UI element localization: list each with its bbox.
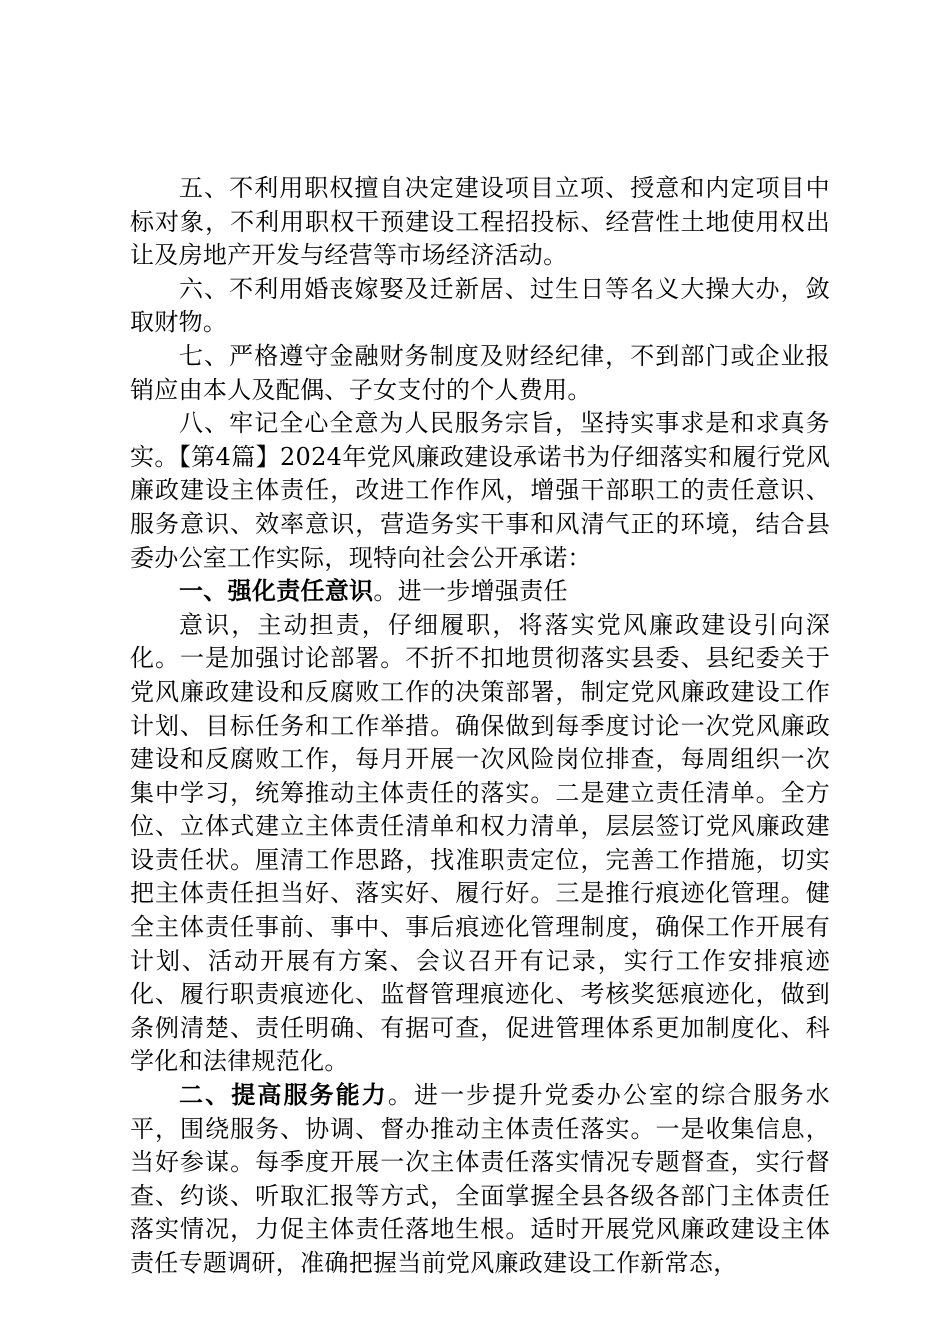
paragraph-item-5: 五、不利用职权擅自决定建设项目立项、授意和内定项目中标对象，不利用职权干预建设工程招投标、经营性土地使用权出让及房地产开发与经营等市场经济活动。 <box>130 174 830 270</box>
document-body <box>130 172 830 1281</box>
section-1-heading-line <box>130 575 830 609</box>
section-1-heading-tail: 。进一步增强责任 <box>373 577 568 606</box>
paragraph-item-7: 七、严格遵守金融财务制度及财经纪律，不到部门或企业报销应由本人及配偶、子女支付的个人费用。 <box>130 341 830 404</box>
section-2-heading: 二、提高服务能力 <box>179 1081 388 1110</box>
paragraph-item-8: 八、牢记全心全意为人民服务宗旨，坚持实事求是和求真务实。【第4篇】2024年党风廉政建设承诺书为仔细落实和履行党风廉政建设主体责任，改进工作作风，增强干部职工的责任意识、服务意识、效率意识，营造务实干事和风清气正的环境，结合县委办公室工作实际，现特向社会公开承诺： <box>130 409 830 572</box>
paragraph-item-6: 六、不利用婚丧嫁娶及迁新居、过生日等名义大操大办，敛取财物。 <box>130 274 830 337</box>
section-2-paragraph <box>130 1079 830 1281</box>
section-2-body: 。进一步提升党委办公室的综合服务水平，围绕服务、协调、督办推动主体责任落实。一是收集信息，当好参谋。每季度开展一次主体责任落实情况专题督查，实行督查、约谈、听取汇报等方式，全面掌握全县各级各部门主体责任落实情况，力促主体责任落地生根。适时开展党风廉政建设主体责任专题调研，准确把握当前党风廉政建设工作新常态， <box>130 1081 830 1277</box>
section-1-heading: 一、强化责任意识 <box>179 577 374 606</box>
section-1-body: 意识，主动担责，仔细履职，将落实党风廉政建设引向深化。一是加强讨论部署。不折不扣地贯彻落实县委、县纪委关于党风廉政建设和反腐败工作的决策部署，制定党风廉政建设工作计划、目标任务和工作举措。确保做到每季度讨论一次党风廉政建设和反腐败工作，每月开展一次风险岗位排查，每周组织一次集中学习，统筹推动主体责任的落实。二是建立责任清单。全方位、立体式建立主体责任清单和权力清单，层层签订党风廉政建设责任状。厘清工作思路，找准职责定位，完善工作措施，切实把主体责任担当好、落实好、履行好。三是推行痕迹化管理。健全主体责任事前、事中、事后痕迹化管理制度，确保工作开展有计划、活动开展有方案、会议召开有记录，实行工作安排痕迹化、履行职责痕迹化、监督管理痕迹化、考核奖惩痕迹化，做到条例清楚、责任明确、有据可查，促进管理体系更加制度化、科学化和法律规范化。 <box>130 610 830 1076</box>
